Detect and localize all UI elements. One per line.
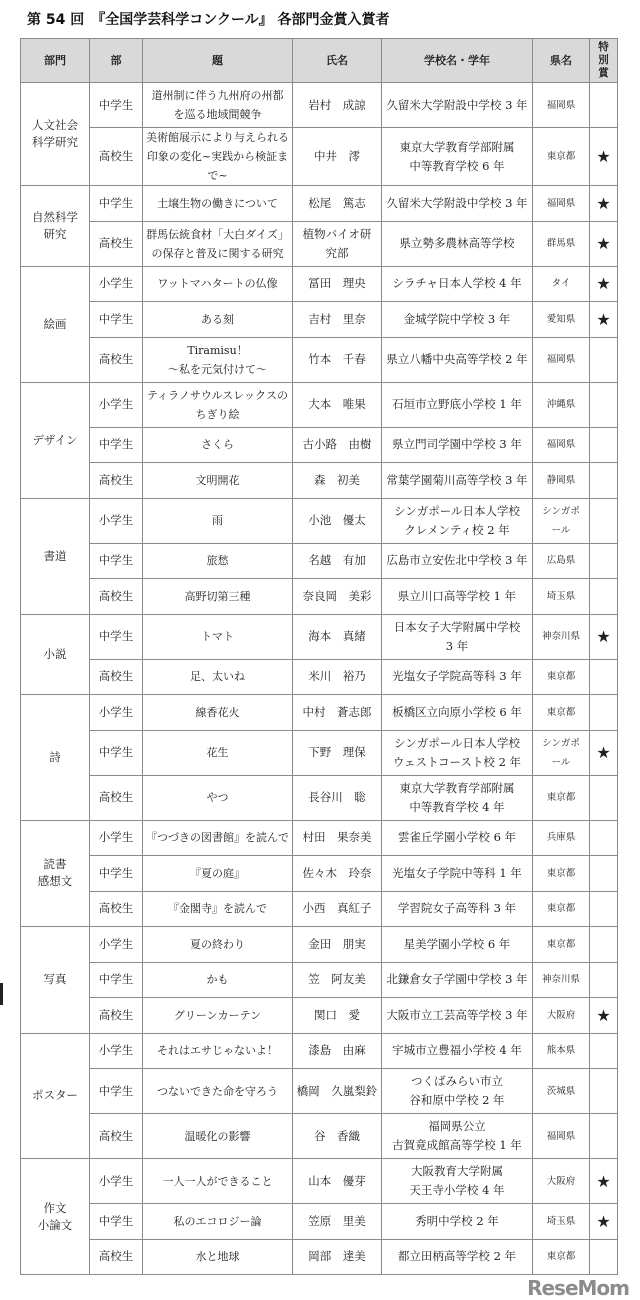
level-cell: 中学生 <box>90 730 143 775</box>
level-cell: 小学生 <box>90 266 143 302</box>
division-cell: デザイン <box>21 382 90 498</box>
name-cell: 古小路 由樹 <box>293 427 382 463</box>
level-cell: 小学生 <box>90 1159 143 1204</box>
level-cell: 高校生 <box>90 775 143 820</box>
special-award-cell <box>590 83 618 128</box>
school-cell: 秀明中学校 2 年 <box>382 1204 533 1240</box>
name-cell: 岩村 成諒 <box>293 83 382 128</box>
school-cell: 久留米大学附設中学校 3 年 <box>382 186 533 222</box>
table-row <box>21 998 618 1034</box>
prefecture-cell: 東京都 <box>533 775 590 820</box>
level-cell: 高校生 <box>90 998 143 1034</box>
level-cell: 高校生 <box>90 891 143 927</box>
name-cell: 金田 朋実 <box>293 927 382 963</box>
table-row <box>21 427 618 463</box>
star-icon: ★ <box>596 147 611 166</box>
table-wrapper <box>20 38 629 1300</box>
award-table <box>20 38 618 1275</box>
work-title-cell: 花生 <box>143 730 293 775</box>
name-cell: 森 初美 <box>293 463 382 499</box>
level-cell: 高校生 <box>90 128 143 186</box>
work-title-cell: つないできた命を守ろう <box>143 1069 293 1114</box>
header-level: 部 <box>90 39 143 83</box>
school-cell: 県立八幡中央高等学校 2 年 <box>382 337 533 382</box>
table-row <box>21 1033 618 1069</box>
school-cell: 広島市立安佐北中学校 3 年 <box>382 543 533 579</box>
special-award-cell <box>590 856 618 892</box>
table-row <box>21 128 618 186</box>
level-cell: 中学生 <box>90 1069 143 1114</box>
name-cell: 名越 有加 <box>293 543 382 579</box>
name-cell: 笠原 里美 <box>293 1204 382 1240</box>
level-cell: 高校生 <box>90 337 143 382</box>
school-cell: 東京大学教育学部附属 中等教育学校 6 年 <box>382 128 533 186</box>
special-award-cell <box>590 695 618 731</box>
special-award-cell <box>590 337 618 382</box>
level-cell: 高校生 <box>90 221 143 266</box>
star-icon: ★ <box>596 1171 611 1191</box>
school-cell: シラチャ日本人学校 4 年 <box>382 266 533 302</box>
level-cell: 小学生 <box>90 498 143 543</box>
special-award-cell <box>590 614 618 659</box>
level-cell: 小学生 <box>90 927 143 963</box>
name-cell: 岡部 達美 <box>293 1239 382 1275</box>
school-cell: つくばみらい市立 谷和原中学校 2 年 <box>382 1069 533 1114</box>
special-award-cell <box>590 498 618 543</box>
special-award-cell <box>590 998 618 1034</box>
work-title-cell: 私のエコロジー論 <box>143 1204 293 1240</box>
school-cell: 宇城市立豊福小学校 4 年 <box>382 1033 533 1069</box>
level-cell: 小学生 <box>90 382 143 427</box>
special-award-cell <box>590 1069 618 1114</box>
school-cell: シンガポール日本人学校 ウェストコースト校 2 年 <box>382 730 533 775</box>
prefecture-cell: シンガポ ール <box>533 498 590 543</box>
special-award-cell <box>590 659 618 695</box>
table-row <box>21 579 618 615</box>
prefecture-cell: シンガポ ール <box>533 730 590 775</box>
name-cell: 谷 香織 <box>293 1114 382 1159</box>
header-name: 氏名 <box>293 39 382 83</box>
work-title-cell: 道州制に伴う九州府の州都 を巡る地域間競争 <box>143 83 293 128</box>
name-cell: 佐々木 玲奈 <box>293 856 382 892</box>
table-row <box>21 1159 618 1204</box>
name-cell: 植物バイオ研 究部 <box>293 221 382 266</box>
prefecture-cell: 福岡県 <box>533 83 590 128</box>
name-cell: 村田 果奈美 <box>293 820 382 856</box>
star-icon: ★ <box>596 1211 611 1231</box>
special-award-cell <box>590 730 618 775</box>
prefecture-cell: 広島県 <box>533 543 590 579</box>
school-cell: 県立勢多農林高等学校 <box>382 221 533 266</box>
star-icon: ★ <box>596 193 611 213</box>
prefecture-cell: 神奈川県 <box>533 614 590 659</box>
table-row <box>21 962 618 998</box>
level-cell: 小学生 <box>90 695 143 731</box>
star-icon: ★ <box>596 1005 611 1025</box>
school-cell: 大阪市立工芸高等学校 3 年 <box>382 998 533 1034</box>
level-cell: 高校生 <box>90 659 143 695</box>
school-cell: 光塩女子学院高等科 3 年 <box>382 659 533 695</box>
star-icon: ★ <box>596 309 611 329</box>
table-row <box>21 927 618 963</box>
special-award-cell <box>590 427 618 463</box>
name-cell: 大本 唯果 <box>293 382 382 427</box>
special-award-cell <box>590 186 618 222</box>
special-award-cell <box>590 891 618 927</box>
name-cell: 海本 真緒 <box>293 614 382 659</box>
prefecture-cell: 兵庫県 <box>533 820 590 856</box>
name-cell: 中村 蒼志郎 <box>293 695 382 731</box>
work-title-cell: それはエサじゃないよ！ <box>143 1033 293 1069</box>
level-cell: 中学生 <box>90 614 143 659</box>
prefecture-cell: 茨城県 <box>533 1069 590 1114</box>
school-cell: 日本女子大学附属中学校 3 年 <box>382 614 533 659</box>
header-special-award: 特 別 賞 <box>590 39 618 83</box>
work-title-cell: 『金閣寺』を読んで <box>143 891 293 927</box>
prefecture-cell: 大阪府 <box>533 998 590 1034</box>
table-row <box>21 382 618 427</box>
prefecture-cell: 東京都 <box>533 927 590 963</box>
header-school: 学校名・学年 <box>382 39 533 83</box>
work-title-cell: やつ <box>143 775 293 820</box>
name-cell: 橋岡 久嵐梨鈴 <box>293 1069 382 1114</box>
table-row <box>21 614 618 659</box>
prefecture-cell: 東京都 <box>533 695 590 731</box>
header-prefecture: 県名 <box>533 39 590 83</box>
special-award-cell <box>590 1239 618 1275</box>
special-award-cell <box>590 1159 618 1204</box>
level-cell: 高校生 <box>90 579 143 615</box>
level-cell: 中学生 <box>90 427 143 463</box>
prefecture-cell: 東京都 <box>533 891 590 927</box>
name-cell: 小西 真紅子 <box>293 891 382 927</box>
work-title-cell: ワットマハタートの仏像 <box>143 266 293 302</box>
prefecture-cell: 東京都 <box>533 659 590 695</box>
prefecture-cell: 愛知県 <box>533 302 590 338</box>
special-award-cell <box>590 543 618 579</box>
star-icon: ★ <box>596 627 611 646</box>
level-cell: 中学生 <box>90 186 143 222</box>
work-title-cell: 美術館展示により与えられる 印象の変化~実践から検証まで~ <box>143 128 293 186</box>
level-cell: 中学生 <box>90 302 143 338</box>
division-cell: 写真 <box>21 927 90 1034</box>
table-row <box>21 695 618 731</box>
division-cell: 自然科学 研究 <box>21 186 90 267</box>
special-award-cell <box>590 1033 618 1069</box>
special-award-cell <box>590 128 618 186</box>
prefecture-cell: タイ <box>533 266 590 302</box>
level-cell: 高校生 <box>90 463 143 499</box>
work-title-cell: さくら <box>143 427 293 463</box>
table-row <box>21 820 618 856</box>
table-row <box>21 83 618 128</box>
prefecture-cell: 静岡県 <box>533 463 590 499</box>
work-title-cell: トマト <box>143 614 293 659</box>
name-cell: 小池 優太 <box>293 498 382 543</box>
prefecture-cell: 熊本県 <box>533 1033 590 1069</box>
prefecture-cell: 福岡県 <box>533 337 590 382</box>
special-award-cell <box>590 962 618 998</box>
division-cell: 小説 <box>21 614 90 695</box>
prefecture-cell: 沖縄県 <box>533 382 590 427</box>
name-cell: 長谷川 聡 <box>293 775 382 820</box>
level-cell: 高校生 <box>90 1114 143 1159</box>
prefecture-cell: 群馬県 <box>533 221 590 266</box>
name-cell: 山本 優芽 <box>293 1159 382 1204</box>
name-cell: 関口 愛 <box>293 998 382 1034</box>
prefecture-cell: 東京都 <box>533 856 590 892</box>
division-cell: 読書 感想文 <box>21 820 90 927</box>
table-row <box>21 302 618 338</box>
header-division: 部門 <box>21 39 90 83</box>
table-row <box>21 1114 618 1159</box>
table-row <box>21 730 618 775</box>
level-cell: 中学生 <box>90 543 143 579</box>
prefecture-cell: 埼玉県 <box>533 1204 590 1240</box>
special-award-cell <box>590 927 618 963</box>
school-cell: 雲雀丘学園小学校 6 年 <box>382 820 533 856</box>
name-cell: 冨田 理央 <box>293 266 382 302</box>
special-award-cell <box>590 579 618 615</box>
level-cell: 中学生 <box>90 1204 143 1240</box>
table-row <box>21 659 618 695</box>
school-cell: 大阪教育大学附属 天王寺小学校 4 年 <box>382 1159 533 1204</box>
work-title-cell: 高野切第三種 <box>143 579 293 615</box>
prefecture-cell: 東京都 <box>533 1239 590 1275</box>
school-cell: 光塩女子学院中等科 1 年 <box>382 856 533 892</box>
special-award-cell <box>590 1204 618 1240</box>
table-row <box>21 498 618 543</box>
star-icon: ★ <box>596 743 611 762</box>
header-row <box>21 39 618 83</box>
school-cell: 福岡県公立 古賀竟成館高等学校 1 年 <box>382 1114 533 1159</box>
division-cell: 人文社会 科学研究 <box>21 83 90 186</box>
name-cell: 漆島 由麻 <box>293 1033 382 1069</box>
special-award-cell <box>590 382 618 427</box>
division-cell: 絵画 <box>21 266 90 382</box>
name-cell: 中井 澪 <box>293 128 382 186</box>
work-title-cell: 足、太いね <box>143 659 293 695</box>
work-title-cell: 群馬伝統食材「大白ダイズ」 の保存と普及に関する研究 <box>143 221 293 266</box>
work-title-cell: 『つづきの図書館』を読んで <box>143 820 293 856</box>
school-cell: 常葉学園菊川高等学校 3 年 <box>382 463 533 499</box>
name-cell: 米川 裕乃 <box>293 659 382 695</box>
prefecture-cell: 神奈川県 <box>533 962 590 998</box>
table-row <box>21 543 618 579</box>
school-cell: 石垣市立野底小学校 1 年 <box>382 382 533 427</box>
table-row <box>21 775 618 820</box>
table-row <box>21 221 618 266</box>
division-cell: 詩 <box>21 695 90 821</box>
special-award-cell <box>590 266 618 302</box>
work-title-cell: グリーンカーテン <box>143 998 293 1034</box>
name-cell: 竹本 千春 <box>293 337 382 382</box>
name-cell: 松尾 篤志 <box>293 186 382 222</box>
prefecture-cell: 福岡県 <box>533 427 590 463</box>
school-cell: 星美学園小学校 6 年 <box>382 927 533 963</box>
level-cell: 小学生 <box>90 820 143 856</box>
school-cell: 都立田柄高等学校 2 年 <box>382 1239 533 1275</box>
table-row <box>21 463 618 499</box>
name-cell: 奈良岡 美彩 <box>293 579 382 615</box>
level-cell: 中学生 <box>90 83 143 128</box>
name-cell: 下野 理保 <box>293 730 382 775</box>
table-row <box>21 856 618 892</box>
level-cell: 小学生 <box>90 1033 143 1069</box>
prefecture-cell: 東京都 <box>533 128 590 186</box>
table-row <box>21 266 618 302</box>
work-title-cell: 一人一人ができること <box>143 1159 293 1204</box>
work-title-cell: 線香花火 <box>143 695 293 731</box>
header-title: 題 <box>143 39 293 83</box>
division-cell: ポスター <box>21 1033 90 1159</box>
school-cell: 北鎌倉女子学園中学校 3 年 <box>382 962 533 998</box>
level-cell: 高校生 <box>90 1239 143 1275</box>
school-cell: シンガポール日本人学校 クレメンティ校 2 年 <box>382 498 533 543</box>
prefecture-cell: 福岡県 <box>533 1114 590 1159</box>
school-cell: 県立川口高等学校 1 年 <box>382 579 533 615</box>
table-row <box>21 1204 618 1240</box>
work-title-cell: Tiramisu！ ～私を元気付けて～ <box>143 337 293 382</box>
special-award-cell <box>590 302 618 338</box>
special-award-cell <box>590 221 618 266</box>
table-row <box>21 891 618 927</box>
work-title-cell: かも <box>143 962 293 998</box>
table-row <box>21 1069 618 1114</box>
star-icon: ★ <box>596 234 611 253</box>
prefecture-cell: 埼玉県 <box>533 579 590 615</box>
prefecture-cell: 大阪府 <box>533 1159 590 1204</box>
special-award-cell <box>590 463 618 499</box>
work-title-cell: 雨 <box>143 498 293 543</box>
school-cell: 県立門司学園中学校 3 年 <box>382 427 533 463</box>
work-title-cell: 文明開花 <box>143 463 293 499</box>
work-title-cell: ある刻 <box>143 302 293 338</box>
school-cell: 久留米大学附設中学校 3 年 <box>382 83 533 128</box>
name-cell: 吉村 里奈 <box>293 302 382 338</box>
table-row <box>21 1239 618 1275</box>
prefecture-cell: 福岡県 <box>533 186 590 222</box>
special-award-cell <box>590 775 618 820</box>
level-cell: 中学生 <box>90 856 143 892</box>
star-icon: ★ <box>596 274 611 294</box>
work-title-cell: 『夏の庭』 <box>143 856 293 892</box>
work-title-cell: 温暖化の影響 <box>143 1114 293 1159</box>
work-title-cell: 土壌生物の働きについて <box>143 186 293 222</box>
table-row <box>21 337 618 382</box>
school-cell: 学習院女子高等科 3 年 <box>382 891 533 927</box>
work-title-cell: ティラノサウルスレックスの ちぎり絵 <box>143 382 293 427</box>
edge-mark <box>0 983 3 1005</box>
page-title: 第 54 回 『全国学芸科学コンクール』 各部門金賞入賞者 <box>27 12 390 28</box>
special-award-cell <box>590 1114 618 1159</box>
table-row <box>21 186 618 222</box>
work-title-cell: 旅愁 <box>143 543 293 579</box>
school-cell: 金城学院中学校 3 年 <box>382 302 533 338</box>
division-cell: 作文 小論文 <box>21 1159 90 1275</box>
level-cell: 中学生 <box>90 962 143 998</box>
name-cell: 笠 阿友美 <box>293 962 382 998</box>
special-award-cell <box>590 820 618 856</box>
resemom-logo: ReseMom <box>527 1276 629 1300</box>
work-title-cell: 夏の終わり <box>143 927 293 963</box>
school-cell: 東京大学教育学部附属 中等教育学校 4 年 <box>382 775 533 820</box>
school-cell: 板橋区立向原小学校 6 年 <box>382 695 533 731</box>
division-cell: 書道 <box>21 498 90 614</box>
work-title-cell: 水と地球 <box>143 1239 293 1275</box>
